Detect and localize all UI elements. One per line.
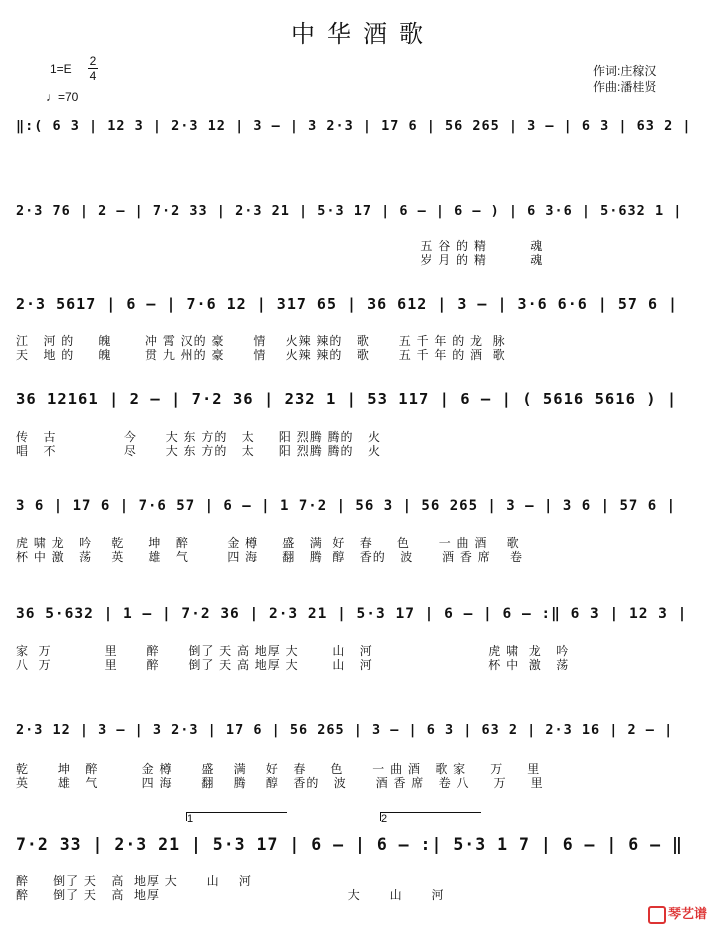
lyrics-verse-2: 英 雄 气 四 海 翻 腾 醇 香的 波 酒 香 席 卷 八 万 里 [16,776,544,790]
time-signature-numerator: 2 [89,54,97,68]
notation-line: 3 6 | 17 6 | 7·6 57 | 6 – | 1 7·2 | 56 3 | 56 265 | 3 – | 3 6 | 57 6 | [16,498,677,514]
notation-line: 2·3 12 | 3 – | 3 2·3 | 17 6 | 56 265 | 3 – | 6 3 | 63 2 | 2·3 16 | 2 – | [16,722,674,738]
lyricist-credit: 作词:庄稼汉 [593,64,657,78]
time-signature-denominator: 4 [89,69,97,83]
lyrics-verse-2: 醉 倒了 天 高 地厚 大 山 河 [16,888,445,902]
key-signature: 1=E [50,62,72,76]
first-ending-number: 1 [187,813,194,825]
notation-line: 36 12161 | 2 – | 7·2 36 | 232 1 | 53 117 | 6 – | ( 5616 5616 ) | [16,390,678,408]
second-ending-bracket [380,812,481,825]
logo-text: 琴艺谱 [668,906,708,921]
notation-line: 2·3 5617 | 6 – | 7·6 12 | 317 65 | 36 612 | 3 – | 3·6 6·6 | 57 6 | [16,295,679,313]
composer-credit: 作曲:潘桂贤 [593,80,657,94]
notation-line: 2·3 76 | 2 – | 7·2 33 | 2·3 21 | 5·3 17 | 6 – | 6 – ) | 6 3·6 | 5·632 1 | [16,203,683,219]
page-title: 中华酒歌 [291,20,435,48]
lyrics-verse-1: 乾 坤 醉 金 樽 盛 满 好 春 色 一 曲 酒 歌 家 万 里 [16,762,541,776]
lyrics-verse-1: 传 古 今 大 东 方的 太 阳 烈腾 腾的 火 [16,430,381,444]
notation-line: 36 5·632 | 1 – | 7·2 36 | 2·3 21 | 5·3 17 | 6 – | 6 – :‖ 6 3 | 12 3 | [16,606,688,622]
lyrics-verse-1: 江 河 的 魄 冲 霄 汉的 豪 情 火辣 辣的 歌 五 千 年 的 龙 脉 [16,334,506,348]
time-signature [86,54,100,83]
lyrics-verse-1: 五 谷 的 精 魂 [16,239,544,253]
lyrics-verse-2: 杯 中 激 荡 英 雄 气 四 海 翻 腾 醇 香的 波 酒 香 席 卷 [16,550,523,564]
lyrics-verse-2: 岁 月 的 精 魂 [16,253,544,267]
second-ending-number: 2 [381,813,388,825]
logo-icon [648,906,666,924]
lyrics-verse-2: 唱 不 尽 大 东 方的 太 阳 烈腾 腾的 火 [16,444,381,458]
lyrics-verse-1: 醉 倒了 天 高 地厚 大 山 河 [16,874,252,888]
first-ending-bracket [186,812,287,825]
lyrics-verse-1: 家 万 里 醉 倒了 天 高 地厚 大 山 河 虎 啸 龙 吟 [16,644,570,658]
lyrics-verse-1: 虎 啸 龙 吟 乾 坤 醉 金 樽 盛 满 好 春 色 一 曲 酒 歌 [16,536,520,550]
tempo-marking: ♩=70 [46,90,79,104]
site-logo [648,903,707,924]
lyrics-verse-2: 八 万 里 醉 倒了 天 高 地厚 大 山 河 杯 中 激 荡 [16,658,570,672]
notation-line: 7·2 33 | 2·3 21 | 5·3 17 | 6 – | 6 – :| 5·3 1 7 | 6 – | 6 – ‖ [16,834,683,854]
notation-line: ‖:( 6 3 | 12 3 | 2·3 12 | 3 – | 3 2·3 | 17 6 | 56 265 | 3 – | 6 3 | 63 2 | [16,118,692,134]
lyrics-verse-2: 天 地 的 魄 贯 九 州的 豪 情 火辣 辣的 歌 五 千 年 的 酒 歌 [16,348,506,362]
